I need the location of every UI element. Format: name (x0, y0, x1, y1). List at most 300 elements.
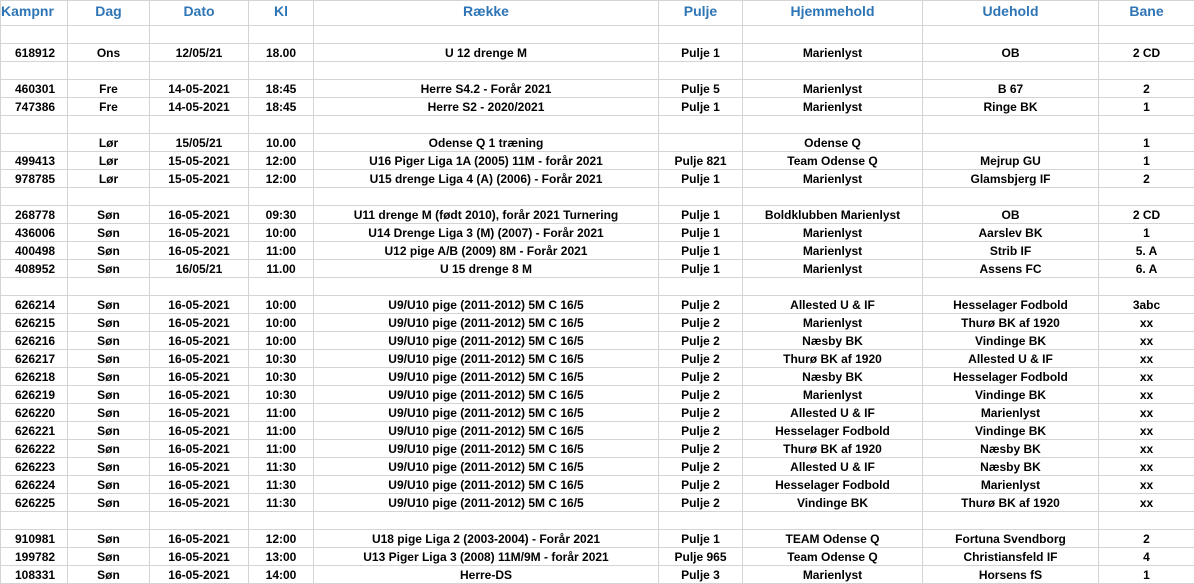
cell-raekke[interactable]: U9/U10 pige (2011-2012) 5M C 16/5 (314, 368, 659, 386)
cell-bane[interactable]: 2 (1099, 530, 1194, 548)
cell-pulje[interactable]: Pulje 1 (659, 170, 743, 188)
cell-dato[interactable] (150, 116, 249, 134)
table-row (1, 386, 1194, 404)
table-row (1, 548, 1194, 566)
cell-kl[interactable]: 10.00 (249, 134, 314, 152)
cell-bane[interactable]: 3abc (1099, 296, 1194, 314)
cell-dag[interactable] (68, 26, 150, 44)
cell-hjemmehold[interactable]: Næsby BK (743, 332, 923, 350)
cell-kl[interactable] (249, 188, 314, 206)
cell-kampnr[interactable]: 626219 (1, 386, 68, 404)
table-row (1, 440, 1194, 458)
cell-bane[interactable]: 1 (1099, 152, 1194, 170)
cell-udehold[interactable]: Thurø BK af 1920 (923, 494, 1099, 512)
cell-dag[interactable]: Søn (68, 224, 150, 242)
column-header-bane[interactable]: Bane (1099, 1, 1194, 26)
cell-dag[interactable]: Søn (68, 350, 150, 368)
cell-udehold[interactable]: Glamsbjerg IF (923, 170, 1099, 188)
cell-pulje[interactable]: Pulje 1 (659, 44, 743, 62)
cell-dato[interactable]: 12/05/21 (150, 44, 249, 62)
cell-dag[interactable]: Søn (68, 548, 150, 566)
cell-pulje[interactable]: Pulje 2 (659, 314, 743, 332)
cell-kl[interactable]: 14:00 (249, 566, 314, 584)
cell-kampnr[interactable]: 108331 (1, 566, 68, 584)
cell-kampnr[interactable]: 626221 (1, 422, 68, 440)
cell-bane[interactable]: xx (1099, 494, 1194, 512)
cell-bane[interactable]: 6. A (1099, 260, 1194, 278)
cell-dato[interactable]: 16-05-2021 (150, 296, 249, 314)
cell-kl[interactable]: 10:00 (249, 314, 314, 332)
cell-bane[interactable] (1099, 512, 1194, 530)
cell-raekke[interactable]: U16 Piger Liga 1A (2005) 11M - forår 2021 (314, 152, 659, 170)
cell-kampnr[interactable]: 626222 (1, 440, 68, 458)
cell-raekke[interactable]: U9/U10 pige (2011-2012) 5M C 16/5 (314, 404, 659, 422)
cell-udehold[interactable]: Allested U & IF (923, 350, 1099, 368)
cell-dag[interactable]: Fre (68, 80, 150, 98)
cell-raekke[interactable]: U18 pige Liga 2 (2003-2004) - Forår 2021 (314, 530, 659, 548)
cell-pulje[interactable]: Pulje 1 (659, 242, 743, 260)
cell-kampnr[interactable] (1, 62, 68, 80)
cell-kampnr[interactable]: 499413 (1, 152, 68, 170)
cell-bane[interactable]: 1 (1099, 134, 1194, 152)
cell-hjemmehold[interactable] (743, 62, 923, 80)
cell-udehold[interactable]: Hesselager Fodbold (923, 296, 1099, 314)
cell-udehold[interactable]: Assens FC (923, 260, 1099, 278)
cell-kl[interactable]: 10:00 (249, 224, 314, 242)
cell-udehold[interactable]: OB (923, 206, 1099, 224)
cell-bane[interactable]: xx (1099, 350, 1194, 368)
cell-hjemmehold[interactable]: Boldklubben Marienlyst (743, 206, 923, 224)
cell-dag[interactable]: Søn (68, 494, 150, 512)
cell-raekke[interactable] (314, 188, 659, 206)
cell-kl[interactable]: 11:00 (249, 242, 314, 260)
cell-hjemmehold[interactable]: Næsby BK (743, 368, 923, 386)
cell-dato[interactable]: 16-05-2021 (150, 440, 249, 458)
cell-hjemmehold[interactable]: Thurø BK af 1920 (743, 440, 923, 458)
cell-dato[interactable]: 16-05-2021 (150, 530, 249, 548)
cell-bane[interactable]: xx (1099, 458, 1194, 476)
cell-udehold[interactable]: B 67 (923, 80, 1099, 98)
cell-kampnr[interactable]: 436006 (1, 224, 68, 242)
cell-dag[interactable]: Søn (68, 386, 150, 404)
cell-kl[interactable]: 10:00 (249, 296, 314, 314)
cell-bane[interactable]: 5. A (1099, 242, 1194, 260)
cell-bane[interactable]: xx (1099, 404, 1194, 422)
table-row (1, 566, 1194, 584)
column-header-dato[interactable]: Dato (150, 1, 249, 26)
cell-kl[interactable]: 18.00 (249, 44, 314, 62)
cell-kampnr[interactable]: 910981 (1, 530, 68, 548)
cell-kl[interactable]: 12:00 (249, 530, 314, 548)
cell-bane[interactable] (1099, 26, 1194, 44)
cell-bane[interactable]: 2 (1099, 170, 1194, 188)
cell-kampnr[interactable]: 400498 (1, 242, 68, 260)
cell-kampnr[interactable]: 626223 (1, 458, 68, 476)
cell-hjemmehold[interactable]: Hesselager Fodbold (743, 422, 923, 440)
cell-hjemmehold[interactable]: Marienlyst (743, 224, 923, 242)
cell-bane[interactable]: 4 (1099, 548, 1194, 566)
column-header-kl[interactable]: Kl (249, 1, 314, 26)
cell-dato[interactable]: 16-05-2021 (150, 458, 249, 476)
cell-pulje[interactable] (659, 188, 743, 206)
cell-bane[interactable]: 2 (1099, 80, 1194, 98)
cell-raekke[interactable]: Herre S2 - 2020/2021 (314, 98, 659, 116)
cell-dato[interactable]: 16-05-2021 (150, 548, 249, 566)
cell-dato[interactable]: 16-05-2021 (150, 242, 249, 260)
cell-pulje[interactable] (659, 134, 743, 152)
cell-raekke[interactable]: U 15 drenge 8 M (314, 260, 659, 278)
cell-pulje[interactable]: Pulje 2 (659, 422, 743, 440)
cell-kl[interactable]: 10:30 (249, 350, 314, 368)
cell-dag[interactable] (68, 278, 150, 296)
cell-bane[interactable]: 1 (1099, 566, 1194, 584)
cell-dag[interactable]: Søn (68, 206, 150, 224)
cell-raekke[interactable] (314, 278, 659, 296)
cell-hjemmehold[interactable]: Marienlyst (743, 566, 923, 584)
cell-dato[interactable]: 14-05-2021 (150, 98, 249, 116)
cell-dato[interactable] (150, 62, 249, 80)
cell-bane[interactable] (1099, 188, 1194, 206)
cell-kl[interactable]: 11.00 (249, 260, 314, 278)
cell-pulje[interactable] (659, 26, 743, 44)
cell-kampnr[interactable]: 626218 (1, 368, 68, 386)
cell-bane[interactable]: xx (1099, 476, 1194, 494)
cell-kl[interactable] (249, 278, 314, 296)
cell-pulje[interactable]: Pulje 2 (659, 440, 743, 458)
cell-hjemmehold[interactable]: Marienlyst (743, 44, 923, 62)
cell-bane[interactable] (1099, 116, 1194, 134)
cell-kl[interactable] (249, 116, 314, 134)
cell-hjemmehold[interactable]: TEAM Odense Q (743, 530, 923, 548)
cell-udehold[interactable]: Thurø BK af 1920 (923, 314, 1099, 332)
cell-raekke[interactable]: U14 Drenge Liga 3 (M) (2007) - Forår 2021 (314, 224, 659, 242)
cell-dag[interactable]: Søn (68, 404, 150, 422)
cell-kl[interactable]: 11:30 (249, 458, 314, 476)
cell-hjemmehold[interactable] (743, 188, 923, 206)
cell-hjemmehold[interactable] (743, 278, 923, 296)
cell-dag[interactable]: Søn (68, 242, 150, 260)
cell-kampnr[interactable] (1, 26, 68, 44)
cell-dag[interactable]: Søn (68, 440, 150, 458)
column-header-kampnr[interactable]: Kampnr (1, 1, 68, 26)
cell-kampnr[interactable] (1, 278, 68, 296)
blank-row (1, 512, 1194, 530)
cell-dato[interactable]: 15-05-2021 (150, 170, 249, 188)
cell-hjemmehold[interactable]: Marienlyst (743, 98, 923, 116)
cell-hjemmehold[interactable]: Marienlyst (743, 260, 923, 278)
cell-dag[interactable]: Lør (68, 152, 150, 170)
cell-dag[interactable]: Søn (68, 368, 150, 386)
cell-udehold[interactable] (923, 512, 1099, 530)
cell-dag[interactable] (68, 188, 150, 206)
cell-pulje[interactable] (659, 62, 743, 80)
cell-dato[interactable]: 16-05-2021 (150, 314, 249, 332)
cell-pulje[interactable]: Pulje 2 (659, 332, 743, 350)
cell-kampnr[interactable]: 460301 (1, 80, 68, 98)
cell-raekke[interactable]: U9/U10 pige (2011-2012) 5M C 16/5 (314, 458, 659, 476)
cell-pulje[interactable] (659, 512, 743, 530)
cell-hjemmehold[interactable]: Marienlyst (743, 170, 923, 188)
cell-kampnr[interactable] (1, 134, 68, 152)
cell-dato[interactable]: 15-05-2021 (150, 152, 249, 170)
cell-hjemmehold[interactable]: Allested U & IF (743, 296, 923, 314)
cell-kampnr[interactable]: 747386 (1, 98, 68, 116)
cell-pulje[interactable]: Pulje 1 (659, 260, 743, 278)
cell-dag[interactable]: Ons (68, 44, 150, 62)
cell-udehold[interactable]: Marienlyst (923, 476, 1099, 494)
cell-kl[interactable] (249, 62, 314, 80)
cell-hjemmehold[interactable] (743, 512, 923, 530)
cell-dag[interactable]: Søn (68, 422, 150, 440)
cell-kl[interactable] (249, 26, 314, 44)
cell-kampnr[interactable]: 626215 (1, 314, 68, 332)
header-row (1, 1, 1194, 26)
cell-raekke[interactable]: U9/U10 pige (2011-2012) 5M C 16/5 (314, 494, 659, 512)
cell-kl[interactable] (249, 512, 314, 530)
cell-hjemmehold[interactable]: Odense Q (743, 134, 923, 152)
cell-dato[interactable]: 16-05-2021 (150, 368, 249, 386)
cell-kampnr[interactable]: 618912 (1, 44, 68, 62)
cell-kl[interactable]: 13:00 (249, 548, 314, 566)
cell-raekke[interactable]: U9/U10 pige (2011-2012) 5M C 16/5 (314, 296, 659, 314)
cell-udehold[interactable]: Strib IF (923, 242, 1099, 260)
cell-kampnr[interactable]: 199782 (1, 548, 68, 566)
cell-dato[interactable] (150, 512, 249, 530)
cell-dag[interactable]: Lør (68, 170, 150, 188)
blank-row (1, 116, 1194, 134)
cell-bane[interactable]: 2 CD (1099, 206, 1194, 224)
cell-kl[interactable]: 11:30 (249, 494, 314, 512)
cell-raekke[interactable] (314, 512, 659, 530)
cell-dato[interactable]: 16-05-2021 (150, 404, 249, 422)
cell-dato[interactable] (150, 188, 249, 206)
cell-udehold[interactable]: Ringe BK (923, 98, 1099, 116)
cell-udehold[interactable]: OB (923, 44, 1099, 62)
cell-kampnr[interactable] (1, 512, 68, 530)
cell-dag[interactable]: Fre (68, 98, 150, 116)
cell-dag[interactable]: Søn (68, 476, 150, 494)
cell-pulje[interactable]: Pulje 2 (659, 386, 743, 404)
cell-dato[interactable]: 14-05-2021 (150, 80, 249, 98)
cell-udehold[interactable]: Aarslev BK (923, 224, 1099, 242)
cell-dag[interactable]: Lør (68, 134, 150, 152)
table-row (1, 134, 1194, 152)
column-header-hjemmehold[interactable]: Hjemmehold (743, 1, 923, 26)
cell-kl[interactable]: 11:30 (249, 476, 314, 494)
cell-raekke[interactable] (314, 26, 659, 44)
column-header-raekke[interactable]: Række (314, 1, 659, 26)
cell-hjemmehold[interactable]: Marienlyst (743, 242, 923, 260)
cell-udehold[interactable]: Vindinge BK (923, 422, 1099, 440)
cell-udehold[interactable]: Horsens fS (923, 566, 1099, 584)
cell-pulje[interactable]: Pulje 2 (659, 296, 743, 314)
cell-bane[interactable]: xx (1099, 314, 1194, 332)
cell-dato[interactable]: 16-05-2021 (150, 566, 249, 584)
cell-kl[interactable]: 10:30 (249, 368, 314, 386)
cell-dag[interactable]: Søn (68, 296, 150, 314)
cell-kampnr[interactable]: 626224 (1, 476, 68, 494)
cell-hjemmehold[interactable]: Marienlyst (743, 314, 923, 332)
cell-kampnr[interactable]: 978785 (1, 170, 68, 188)
cell-udehold[interactable] (923, 26, 1099, 44)
cell-hjemmehold[interactable] (743, 116, 923, 134)
cell-pulje[interactable]: Pulje 2 (659, 476, 743, 494)
cell-udehold[interactable]: Mejrup GU (923, 152, 1099, 170)
cell-raekke[interactable]: U9/U10 pige (2011-2012) 5M C 16/5 (314, 476, 659, 494)
cell-udehold[interactable]: Vindinge BK (923, 332, 1099, 350)
cell-dag[interactable]: Søn (68, 314, 150, 332)
cell-dato[interactable]: 16-05-2021 (150, 224, 249, 242)
column-header-dag[interactable]: Dag (68, 1, 150, 26)
cell-udehold[interactable] (923, 134, 1099, 152)
cell-bane[interactable]: xx (1099, 332, 1194, 350)
cell-bane[interactable]: xx (1099, 386, 1194, 404)
cell-pulje[interactable]: Pulje 821 (659, 152, 743, 170)
cell-dato[interactable] (150, 278, 249, 296)
cell-dag[interactable] (68, 62, 150, 80)
cell-udehold[interactable] (923, 188, 1099, 206)
cell-pulje[interactable]: Pulje 3 (659, 566, 743, 584)
cell-pulje[interactable]: Pulje 1 (659, 224, 743, 242)
cell-hjemmehold[interactable]: Hesselager Fodbold (743, 476, 923, 494)
cell-raekke[interactable]: U12 pige A/B (2009) 8M - Forår 2021 (314, 242, 659, 260)
cell-bane[interactable]: xx (1099, 422, 1194, 440)
cell-udehold[interactable]: Christiansfeld IF (923, 548, 1099, 566)
cell-kl[interactable]: 11:00 (249, 404, 314, 422)
cell-dato[interactable]: 16-05-2021 (150, 476, 249, 494)
cell-hjemmehold[interactable]: Marienlyst (743, 386, 923, 404)
cell-dato[interactable]: 16-05-2021 (150, 494, 249, 512)
cell-dato[interactable]: 16-05-2021 (150, 206, 249, 224)
cell-kl[interactable]: 12:00 (249, 170, 314, 188)
cell-udehold[interactable]: Næsby BK (923, 440, 1099, 458)
cell-raekke[interactable]: U11 drenge M (født 2010), forår 2021 Turnering (314, 206, 659, 224)
cell-dato[interactable]: 16-05-2021 (150, 332, 249, 350)
cell-hjemmehold[interactable]: Thurø BK af 1920 (743, 350, 923, 368)
cell-bane[interactable]: xx (1099, 440, 1194, 458)
cell-pulje[interactable]: Pulje 1 (659, 98, 743, 116)
cell-bane[interactable]: xx (1099, 368, 1194, 386)
cell-pulje[interactable]: Pulje 1 (659, 530, 743, 548)
cell-bane[interactable]: 1 (1099, 224, 1194, 242)
cell-dag[interactable]: Søn (68, 260, 150, 278)
cell-kampnr[interactable]: 268778 (1, 206, 68, 224)
cell-kl[interactable]: 18:45 (249, 80, 314, 98)
cell-kl[interactable]: 11:00 (249, 422, 314, 440)
cell-pulje[interactable]: Pulje 5 (659, 80, 743, 98)
blank-row (1, 278, 1194, 296)
cell-raekke[interactable]: Herre-DS (314, 566, 659, 584)
cell-dato[interactable]: 16-05-2021 (150, 386, 249, 404)
cell-udehold[interactable] (923, 62, 1099, 80)
cell-kampnr[interactable]: 626220 (1, 404, 68, 422)
cell-dag[interactable]: Søn (68, 530, 150, 548)
cell-raekke[interactable]: Herre S4.2 - Forår 2021 (314, 80, 659, 98)
cell-dato[interactable]: 16-05-2021 (150, 350, 249, 368)
cell-bane[interactable] (1099, 278, 1194, 296)
cell-raekke[interactable]: U9/U10 pige (2011-2012) 5M C 16/5 (314, 350, 659, 368)
cell-udehold[interactable]: Næsby BK (923, 458, 1099, 476)
cell-raekke[interactable]: U13 Piger Liga 3 (2008) 11M/9M - forår 2021 (314, 548, 659, 566)
cell-kampnr[interactable] (1, 116, 68, 134)
cell-pulje[interactable]: Pulje 2 (659, 458, 743, 476)
cell-raekke[interactable]: U9/U10 pige (2011-2012) 5M C 16/5 (314, 422, 659, 440)
cell-udehold[interactable]: Marienlyst (923, 404, 1099, 422)
cell-raekke[interactable] (314, 116, 659, 134)
cell-kampnr[interactable]: 626214 (1, 296, 68, 314)
cell-raekke[interactable]: U9/U10 pige (2011-2012) 5M C 16/5 (314, 386, 659, 404)
cell-udehold[interactable] (923, 116, 1099, 134)
cell-hjemmehold[interactable]: Allested U & IF (743, 404, 923, 422)
cell-hjemmehold[interactable]: Allested U & IF (743, 458, 923, 476)
cell-kampnr[interactable]: 626217 (1, 350, 68, 368)
cell-dato[interactable]: 15/05/21 (150, 134, 249, 152)
cell-hjemmehold[interactable] (743, 26, 923, 44)
blank-row (1, 26, 1194, 44)
cell-raekke[interactable]: U9/U10 pige (2011-2012) 5M C 16/5 (314, 332, 659, 350)
cell-kl[interactable]: 10:00 (249, 332, 314, 350)
cell-dag[interactable] (68, 512, 150, 530)
cell-bane[interactable]: 1 (1099, 98, 1194, 116)
cell-dag[interactable]: Søn (68, 332, 150, 350)
cell-kampnr[interactable] (1, 188, 68, 206)
cell-udehold[interactable] (923, 278, 1099, 296)
cell-dag[interactable]: Søn (68, 458, 150, 476)
cell-bane[interactable]: 2 CD (1099, 44, 1194, 62)
cell-kl[interactable]: 11:00 (249, 440, 314, 458)
column-header-pulje[interactable]: Pulje (659, 1, 743, 26)
cell-pulje[interactable]: Pulje 2 (659, 404, 743, 422)
cell-pulje[interactable]: Pulje 965 (659, 548, 743, 566)
cell-bane[interactable] (1099, 62, 1194, 80)
cell-raekke[interactable]: U9/U10 pige (2011-2012) 5M C 16/5 (314, 440, 659, 458)
cell-hjemmehold[interactable]: Team Odense Q (743, 152, 923, 170)
cell-udehold[interactable]: Vindinge BK (923, 386, 1099, 404)
column-header-udehold[interactable]: Udehold (923, 1, 1099, 26)
cell-udehold[interactable]: Fortuna Svendborg (923, 530, 1099, 548)
cell-kampnr[interactable]: 408952 (1, 260, 68, 278)
table-row (1, 44, 1194, 62)
cell-pulje[interactable]: Pulje 2 (659, 494, 743, 512)
cell-hjemmehold[interactable]: Team Odense Q (743, 548, 923, 566)
cell-raekke[interactable]: U9/U10 pige (2011-2012) 5M C 16/5 (314, 314, 659, 332)
cell-pulje[interactable] (659, 116, 743, 134)
cell-pulje[interactable]: Pulje 2 (659, 368, 743, 386)
cell-dato[interactable] (150, 26, 249, 44)
cell-dato[interactable]: 16/05/21 (150, 260, 249, 278)
cell-kampnr[interactable]: 626225 (1, 494, 68, 512)
cell-raekke[interactable] (314, 62, 659, 80)
cell-dag[interactable] (68, 116, 150, 134)
cell-kl[interactable]: 18:45 (249, 98, 314, 116)
cell-hjemmehold[interactable]: Marienlyst (743, 80, 923, 98)
cell-raekke[interactable]: U15 drenge Liga 4 (A) (2006) - Forår 2021 (314, 170, 659, 188)
cell-pulje[interactable]: Pulje 1 (659, 206, 743, 224)
cell-kl[interactable]: 10:30 (249, 386, 314, 404)
table-row (1, 458, 1194, 476)
cell-pulje[interactable] (659, 278, 743, 296)
cell-dag[interactable]: Søn (68, 566, 150, 584)
cell-kl[interactable]: 12:00 (249, 152, 314, 170)
cell-pulje[interactable]: Pulje 2 (659, 350, 743, 368)
cell-kl[interactable]: 09:30 (249, 206, 314, 224)
cell-raekke[interactable]: U 12 drenge M (314, 44, 659, 62)
cell-hjemmehold[interactable]: Vindinge BK (743, 494, 923, 512)
cell-udehold[interactable]: Hesselager Fodbold (923, 368, 1099, 386)
cell-kampnr[interactable]: 626216 (1, 332, 68, 350)
cell-dato[interactable]: 16-05-2021 (150, 422, 249, 440)
cell-raekke[interactable]: Odense Q 1 træning (314, 134, 659, 152)
